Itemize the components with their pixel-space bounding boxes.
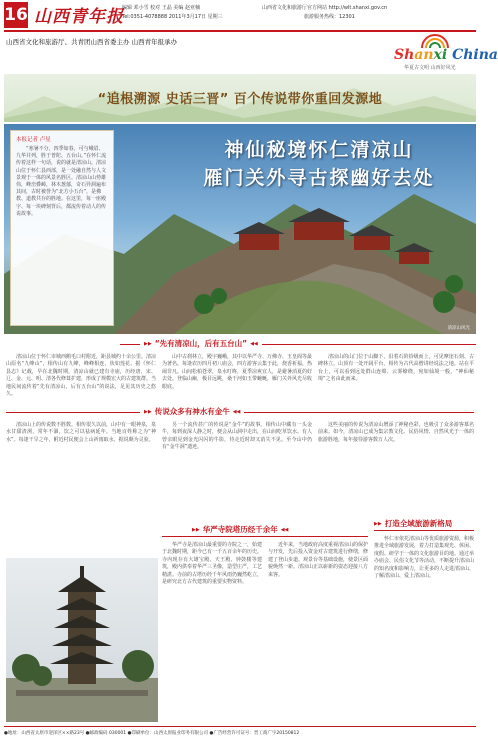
article-column-2: 山中古刹林立，殿宇巍峨，其中以华严寺、万佛寺、玉皇阁等最为著名。每逢农历四月初八庙会，四方游客云集于此，烧香祈福，热闹非凡。山间松柏苍翠，泉水叮咚，夏季凉爽宜人，是避暑消夏的好去处。登临山巅，极目远眺，桑干河如玉带蜿蜒，雁门关外风光尽收眼底。	[162, 354, 313, 390]
intro-author: 本报记者 卢星	[16, 137, 51, 143]
logo-word: Shanxi China	[394, 47, 498, 63]
hero-title-line2: 雁门关外寻古探幽好去处	[203, 167, 435, 189]
hero-caption: 清凉山风光	[447, 326, 470, 331]
page-number: 16	[4, 2, 28, 28]
section-heading-4: ▶▶ 打造全域旅游新格局	[374, 518, 455, 530]
intro-text: “寒暑不分，四季如春，可与峨眉、九华并列，胜于普陀、五台山。”在怀仁流传着这样一句话，说的就是清凉山。清凉山位于怀仁县西部，是一处融自然与人文景观于一体的风景名胜区。清凉山山势雄伟，峰峦叠嶂，林木葱郁，奇石异洞遍布其间，古时被誉为“北方小五台”，是佛教、道教共存的胜地。在这里，每一座殿宇、每一块碑刻背后，都流传着动人的传说故事。	[16, 146, 107, 217]
article-column-5: 另一个流传甚广的传说是“金牛”的故事。相传山中藏有一头金牛，每到夜深人静之时，便会从山洞中走出，在山间吃草饮水。有人曾亲眼见到金光闪闪的牛影，待走近时却又消失不见。至今山中仍有“金牛洞”遗迹。	[162, 422, 313, 451]
hero-title	[164, 136, 474, 192]
section-heading-3: ▶▶ 华严寺院塔历经千余年 ◀◀	[188, 524, 292, 536]
section-rule	[374, 530, 474, 531]
official-website-line: 山西省文化和旅游厅官方网站 http://wlt.shanxi.gov.cn	[262, 5, 388, 11]
banner	[4, 74, 476, 122]
section-heading-1: ▶▶ “先有清凉山，后有五台山” ◀◀	[140, 338, 262, 350]
contact-date-line: Tel:0351-4078888 2011年3月17日 星期三	[122, 14, 223, 20]
article-column-3: 清凉山的山门位于山脚下，沿着石阶拾级而上，可见摩崖石刻、古碑林立。山顶有一处开阔平台，相传为古代高僧讲经说法之地。站在平台上，可以看到远处群山连绵、云雾缭绕，宛如仙境一般，“神仙秘境”之名由此而来。	[318, 354, 474, 383]
article-column-8: 近年来，当地政府高度重视清凉山的保护与开发，先后投入资金对古建筑进行修缮，修建了登山步道、观景台等基础设施，使景区面貌焕然一新。清凉山正以崭新的姿态迎接八方来客。	[268, 542, 369, 578]
intro-box	[10, 130, 114, 326]
sponsor-line: 山西省文化和旅游厅、共青团山西省委主办 山西青年报承办	[6, 38, 178, 46]
hero-title-line1: 神仙秘境怀仁清凉山	[224, 139, 414, 161]
sun-icon	[418, 32, 452, 48]
pagoda-illustration	[6, 558, 158, 722]
article-column-1: 清凉山位于怀仁市城西鹅毛口村附近，距县城约十余公里。清凉山原名“九峰山”，相传山有九峰，峰峰相连，状如莲花。据《怀仁县志》记载，早在北魏时期，清凉山就已建有寺庙，历经唐、宋、辽、金、元、明、清各代修葺扩建，形成了规模宏大的古建筑群。当地民间流传着“先有清凉山，后有五台山”的说法，足见其历史之悠久。	[6, 354, 157, 398]
article-column-6: 这些美丽的传说为清凉山增添了神秘色彩，也吸引了众多游客慕名前来。如今，清凉山已成为集宗教文化、民俗风情、自然风光于一体的旅游胜地，每年接待游客数万人次。	[318, 422, 474, 443]
page-footer: ●地址：山西省太原市迎泽区××路23号 ●邮政编码 030001 ●印刷单位：山西太原报业印务有限公司 ●广告经营许可证号：晋工商广字20150812	[4, 726, 476, 738]
banner-title: “追根溯源 史话三晋” 百个传说带你重回发源地	[97, 92, 383, 107]
section-rule	[162, 536, 368, 537]
shanxi-china-logo	[394, 32, 498, 72]
section-heading-2: ▶▶ 传说众多有神水有金牛 ◀◀	[140, 406, 244, 418]
editor-line: 编辑 邓小雪 校对 王晶 美编 赵亚楠	[122, 5, 200, 11]
pagoda-photo	[6, 558, 158, 722]
article-column-7: 华严寺是清凉山最重要的寺院之一，始建于北魏时期，距今已有一千五百余年的历史。寺内现存有大雄宝殿、天王殿、钟鼓楼等建筑，殿内供奉着华严三圣像，造型庄严，工艺精湛。寺前的古塔历经千年风雨仍巍然屹立，是研究北方古代建筑的重要实物资料。	[162, 542, 263, 586]
article-column-9: 怀仁市依托清凉山等优质旅游资源，积极推进全域旅游发展，着力打造集观光、休闲、度假、研学于一体的文化旅游目的地。通过举办庙会、民俗文化节等活动，不断提升清凉山的知名度和影响力，让更多的人走进清凉山、了解清凉山、爱上清凉山。	[374, 536, 475, 580]
masthead: 山西青年报	[34, 7, 124, 27]
article-column-4: 清凉山上的传说数不胜数。相传很久以前，山中有一眼神泉，泉水甘甜清冽，常年不涸，饮之可以祛病延年。当地百姓称之为“神水”。每逢干旱之年，附近村民便会上山祈雨取水，据说颇为灵验。	[6, 422, 157, 443]
hotline-line: 旅游服务热线：12301	[304, 14, 355, 20]
logo-tagline: 华夏古文明 山西好风光	[404, 65, 456, 71]
